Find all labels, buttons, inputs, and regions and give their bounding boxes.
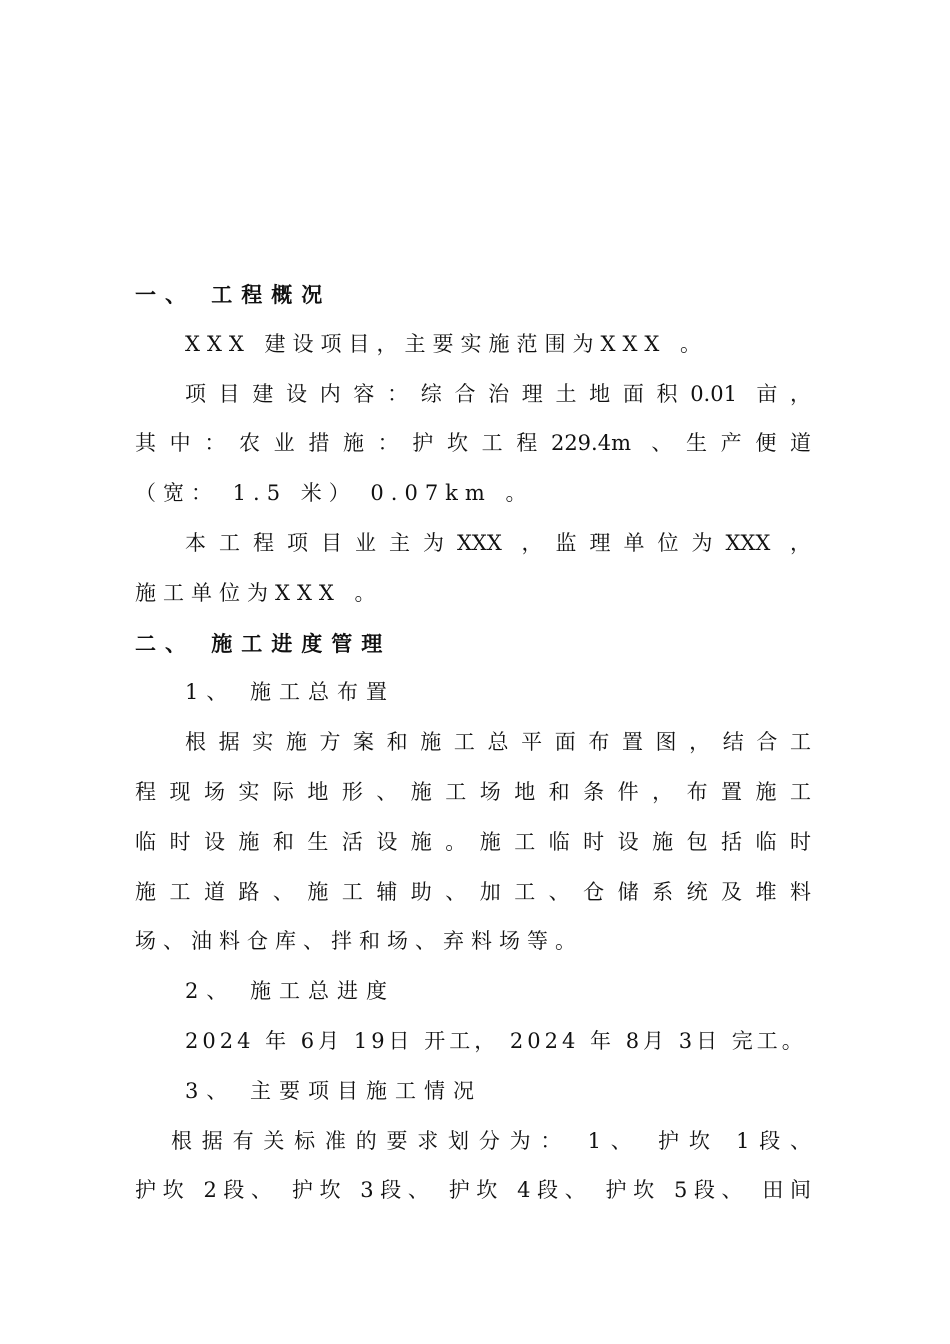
- paragraph-layout-line-1: 根据实施方案和施工总平面布置图，结合工: [185, 730, 811, 755]
- paragraph-items-line-2: 护坎 2段、 护坎 3段、 护坎 4段、 护坎 5段、 田间: [135, 1178, 811, 1203]
- paragraph-schedule-dates: 2024 年 6月 19日 开工， 2024 年 8月 3日 完工。: [185, 1028, 807, 1053]
- paragraph-content-line-1: 项目建设内容：综合治理土地面积0.01 亩，: [185, 381, 811, 406]
- paragraph-items-line-1: 根据有关标准的要求划分为： 1、 护坎 1段、: [171, 1128, 811, 1153]
- paragraph-layout-line-2: 程现场实际地形、施工场地和条件，布置施工: [135, 779, 811, 804]
- paragraph-layout-line-3: 临时设施和生活设施。施工临时设施包括临时: [135, 829, 811, 854]
- subheading-main-items: 3、 主要项目施工情况: [185, 1078, 483, 1103]
- subheading-general-schedule: 2、 施工总进度: [185, 979, 396, 1004]
- paragraph-layout-line-5: 场、油料仓库、拌和场、弃料场等。: [135, 929, 583, 954]
- subheading-general-layout: 1、 施工总布置: [185, 680, 396, 705]
- section-heading-overview: 一、 工程概况: [135, 282, 332, 307]
- paragraph-project-scope: XXX 建设项目，主要实施范围为XXX 。: [185, 331, 709, 356]
- paragraph-layout-line-4: 施工道路、施工辅助、加工、仓储系统及堆料: [135, 879, 811, 904]
- paragraph-owner-line-1: 本工程项目业主为XXX ，监理单位为XXX ，: [185, 530, 811, 555]
- section-heading-schedule: 二、 施工进度管理: [135, 630, 392, 656]
- paragraph-content-line-2: 其中：农业措施：护坎工程229.4m 、生产便道: [135, 431, 811, 456]
- paragraph-content-line-3: （宽： 1.5 米） 0.07km 。: [135, 481, 534, 506]
- paragraph-owner-line-2: 施工单位为XXX 。: [135, 580, 383, 605]
- document-page: [135, 270, 811, 1216]
